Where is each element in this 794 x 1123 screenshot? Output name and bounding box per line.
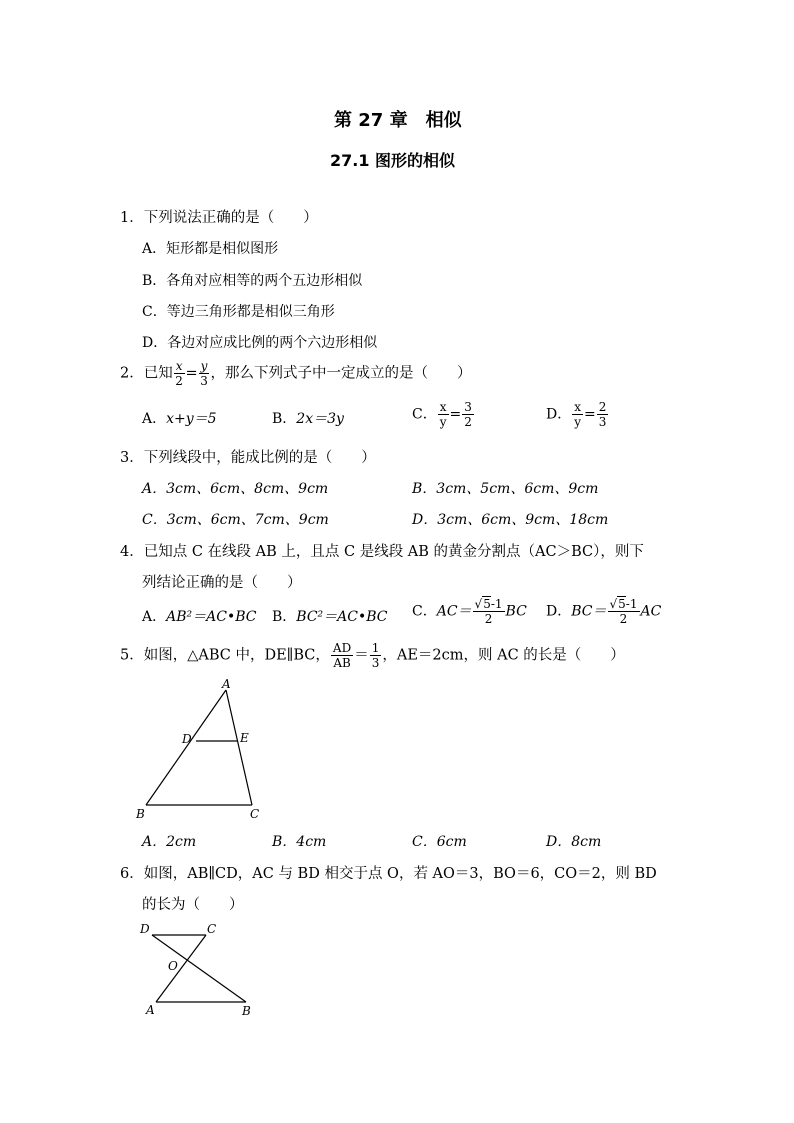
q6-label-D: D [140,922,150,936]
q6-line2: 的长为（ ） [142,897,244,913]
q2-rest: ，那么下列式子中一定成立的是（ ） [210,365,472,382]
q4-option-c[interactable]: C．AC＝ $\frac{√5-1}{2}$ BC [412,597,527,626]
q3-option-d[interactable]: D．3cm、6cm、9cm、18cm [412,512,609,528]
q3-option-b[interactable]: B．3cm、5cm、6cm、9cm [412,481,599,497]
chapter-title: 第 27 章 相似 [334,110,462,131]
q5-option-b[interactable]: B．4cm [272,834,327,850]
q2-fraction-x: $\frac{x}{2}$ [175,359,183,388]
q6-label-B: B [242,1004,251,1018]
q2-option-a[interactable]: A．x+y＝5 [142,411,217,427]
q2-option-b[interactable]: B．2x＝3y [272,411,344,427]
q3-option-a[interactable]: A．3cm、6cm、8cm、9cm [142,481,329,497]
q6-label-O: O [168,959,178,973]
q5-option-a[interactable]: A．2cm [142,834,197,850]
q5-label-C: C [250,807,260,821]
q2-fraction-y: $\frac{y}{3}$ [200,359,208,388]
q2-number: 2．已知 [120,365,173,382]
q2-option-c[interactable]: C． $\frac{x}{y}$ = $\frac{3}{2}$ [412,400,472,429]
q3-option-c[interactable]: C．3cm、6cm、7cm、9cm [142,512,329,528]
q2-equals: = [185,365,198,382]
q3-stem: 3．下列线段中，能成比例的是（ ） [120,450,376,466]
q5-label-E: E [240,731,249,745]
q4-line2: 列结论正确的是（ ） [142,575,302,591]
q4-option-b[interactable]: B．BC²＝AC•BC [272,609,388,625]
q5-label-B: B [136,807,145,821]
q1-stem: 1．下列说法正确的是（ ） [120,210,318,226]
q6-label-C: C [207,922,217,936]
section-title: 27.1 图形的相似 [330,151,456,170]
q5-stem: 5．如图，△ABC 中，DE∥BC， $\frac{AD}{AB}$ ＝ $\frac{1}{3}$ ，AE＝2cm，则 AC 的长是（ ） [120,641,625,670]
q6-line1: 6．如图，AB∥CD，AC 与 BD 相交于点 O，若 AO＝3，BO＝6，CO＝2，则 BD [120,866,657,882]
q5-label-D: D [182,732,192,746]
q1-option-a[interactable]: A．矩形都是相似图形 [142,241,279,257]
q4-option-d[interactable]: D．BC＝ $\frac{√5-1}{2}$ AC [546,597,662,626]
q4-line1: 4．已知点 C 在线段 AB 上，且点 C 是线段 AB 的黄金分割点（AC＞BC），则下 [120,544,644,560]
q1-option-b[interactable]: B．各角对应相等的两个五边形相似 [142,273,363,289]
q6-crossing-figure [134,918,264,1024]
q2-stem [120,360,471,387]
q5-option-c[interactable]: C．6cm [412,834,467,850]
q5-triangle-figure [130,676,270,824]
q5-option-d[interactable]: D．8cm [546,834,602,850]
q2-option-d[interactable]: D． $\frac{x}{y}$ = $\frac{2}{3}$ [546,400,607,429]
q4-option-a[interactable]: A．AB²＝AC•BC [142,609,257,625]
q5-label-A: A [222,677,231,691]
q1-option-d[interactable]: D．各边对应成比例的两个六边形相似 [142,335,378,351]
q6-label-A: A [146,1003,155,1017]
q1-option-c[interactable]: C．等边三角形都是相似三角形 [142,304,335,320]
